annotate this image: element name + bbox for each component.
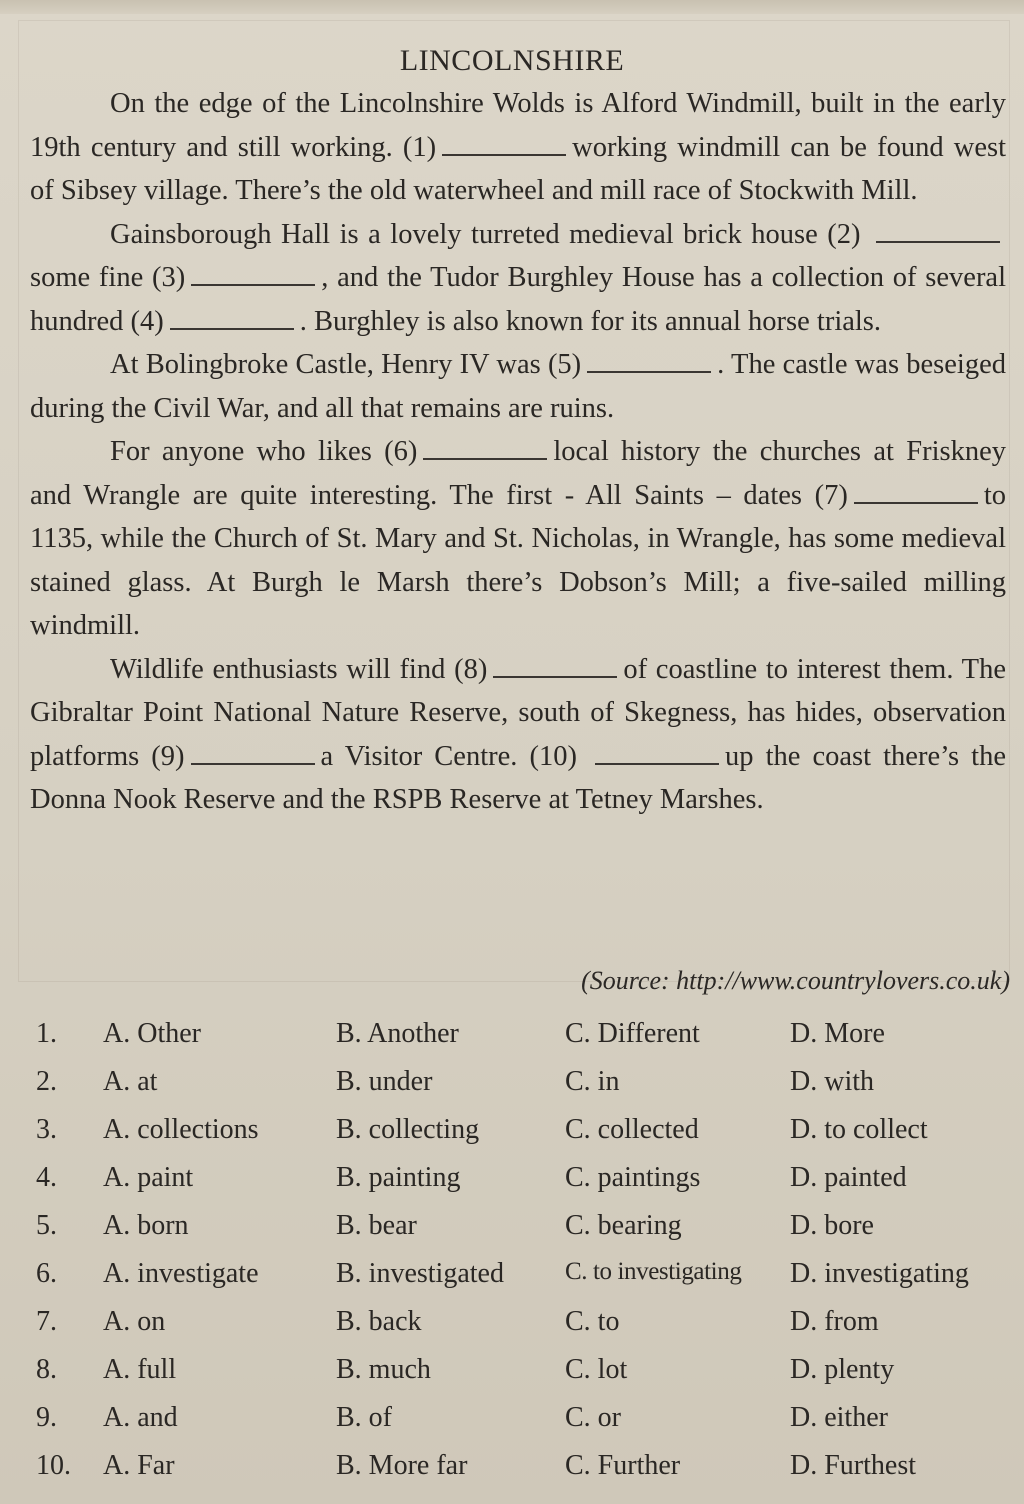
option-b[interactable]: B. much [336, 1354, 431, 1385]
text: of coastline to interest them. The Gibraltar Point National Nature Reserve, south of Skegness, has hides, observation platforms (9) [30, 653, 1006, 772]
option-d[interactable]: D. from [790, 1306, 879, 1337]
text: working windmill can be found west of Sibsey village. There’s the old waterwheel and mill race of Stockwith Mill. [30, 131, 1006, 206]
option-c[interactable]: C. paintings [565, 1162, 701, 1193]
option-b[interactable]: B. painting [336, 1162, 461, 1193]
option-a[interactable]: A. collections [103, 1114, 259, 1145]
option-d[interactable]: D. Furthest [790, 1450, 916, 1481]
option-row [0, 1402, 1024, 1450]
cloze-passage [30, 82, 1006, 822]
option-a[interactable]: A. Far [103, 1450, 175, 1481]
option-a[interactable]: A. investigate [103, 1258, 259, 1289]
text: For anyone who likes (6) [110, 436, 418, 467]
option-b[interactable]: B. bear [336, 1210, 417, 1241]
option-c[interactable]: C. Further [565, 1450, 681, 1481]
blank-1[interactable] [442, 132, 566, 156]
option-row [0, 1066, 1024, 1114]
option-d[interactable]: D. bore [790, 1210, 874, 1241]
option-d[interactable]: D. with [790, 1066, 874, 1097]
option-c[interactable]: C. collected [565, 1114, 699, 1145]
blank-3[interactable] [191, 262, 315, 286]
question-number: 5. [36, 1210, 57, 1241]
answer-options [0, 1018, 1024, 1498]
text: local history the churches at Friskney and Wrangle are quite interesting. The first - All Saints – dates (7) [30, 436, 1006, 511]
question-number: 4. [36, 1162, 57, 1193]
blank-10[interactable] [595, 741, 719, 765]
text: to 1135, while the Church of St. Mary and St. Nicholas, in Wrangle, has some medieval stained glass. At Burgh le Marsh there’s Dobson’s Mill; a five-sailed milling windmill. [30, 479, 1006, 641]
question-number: 9. [36, 1402, 57, 1433]
paragraph-3 [30, 343, 1006, 430]
option-b[interactable]: B. of [336, 1402, 392, 1433]
option-b[interactable]: B. More far [336, 1450, 468, 1481]
paragraph-5 [30, 648, 1006, 822]
option-c[interactable]: C. lot [565, 1354, 628, 1385]
blank-7[interactable] [854, 480, 978, 504]
option-row [0, 1354, 1024, 1402]
option-c[interactable]: C. bearing [565, 1210, 682, 1241]
option-a[interactable]: A. born [103, 1210, 189, 1241]
option-b[interactable]: B. Another [336, 1018, 459, 1049]
text: . The castle was beseiged during the Civil War, and all that remains are ruins. [30, 349, 1006, 424]
question-number: 6. [36, 1258, 57, 1289]
blank-6[interactable] [423, 436, 547, 460]
question-number: 2. [36, 1066, 57, 1097]
page-title: LINCOLNSHIRE [399, 44, 625, 77]
blank-2[interactable] [876, 219, 1000, 243]
option-a[interactable]: A. paint [103, 1162, 194, 1193]
option-a[interactable]: A. Other [103, 1018, 201, 1049]
question-number: 1. [36, 1018, 57, 1049]
question-number: 3. [36, 1114, 57, 1145]
source-citation: (Source: http://www.countrylovers.co.uk) [581, 966, 1010, 995]
option-d[interactable]: D. painted [790, 1162, 907, 1193]
text: Wildlife enthusiasts will find (8) [110, 653, 488, 685]
option-a[interactable]: A. full [103, 1354, 177, 1385]
option-row [0, 1210, 1024, 1258]
blank-9[interactable] [191, 741, 315, 765]
cropped-header-strip [0, 0, 1024, 14]
option-c[interactable]: C. Different [565, 1018, 700, 1049]
option-a[interactable]: A. and [103, 1402, 178, 1433]
option-b[interactable]: B. investigated [336, 1258, 504, 1289]
text: At Bolingbroke Castle, Henry IV was (5) [110, 349, 582, 380]
option-d[interactable]: D. either [790, 1402, 888, 1433]
option-d[interactable]: D. plenty [790, 1354, 895, 1385]
option-row [0, 1258, 1024, 1306]
option-a[interactable]: A. on [103, 1306, 166, 1337]
text: On the edge of the Lincolnshire Wolds is Alford Windmill, built in the early 19th century and still working. (1) [30, 88, 1006, 163]
question-number: 10. [36, 1450, 71, 1481]
option-b[interactable]: B. under [336, 1066, 433, 1097]
option-b[interactable]: B. collecting [336, 1114, 480, 1145]
text: , and the Tudor Burghley House has a collection of several hundred (4) [30, 262, 1006, 337]
option-d[interactable]: D. investigating [790, 1258, 969, 1289]
option-a[interactable]: A. at [103, 1066, 158, 1097]
option-d[interactable]: D. to collect [790, 1114, 928, 1145]
option-row [0, 1018, 1024, 1066]
option-c[interactable]: C. or [565, 1402, 621, 1433]
paragraph-1 [30, 82, 1006, 213]
text: . Burghley is also known for its annual horse trials. [299, 305, 882, 337]
option-c[interactable]: C. in [565, 1066, 620, 1097]
text: Gainsborough Hall is a lovely turreted medieval brick house (2) [110, 218, 861, 250]
text: up the coast there’s the Donna Nook Reserve and the RSPB Reserve at Tetney Marshes. [30, 740, 1006, 815]
blank-8[interactable] [493, 654, 617, 678]
blank-5[interactable] [587, 349, 711, 373]
option-d[interactable]: D. More [790, 1018, 885, 1049]
paragraph-2 [30, 213, 1006, 344]
question-number: 8. [36, 1354, 57, 1385]
option-row [0, 1114, 1024, 1162]
option-c[interactable]: C. to [565, 1306, 620, 1337]
text: a Visitor Centre. (10) [320, 740, 577, 772]
blank-4[interactable] [170, 306, 294, 330]
text: some fine (3) [30, 262, 186, 293]
option-row [0, 1450, 1024, 1498]
option-row [0, 1162, 1024, 1210]
option-row [0, 1306, 1024, 1354]
option-c[interactable]: C. to investigating [565, 1258, 742, 1285]
paragraph-4 [30, 430, 1006, 648]
question-number: 7. [36, 1306, 57, 1337]
option-b[interactable]: B. back [336, 1306, 422, 1337]
